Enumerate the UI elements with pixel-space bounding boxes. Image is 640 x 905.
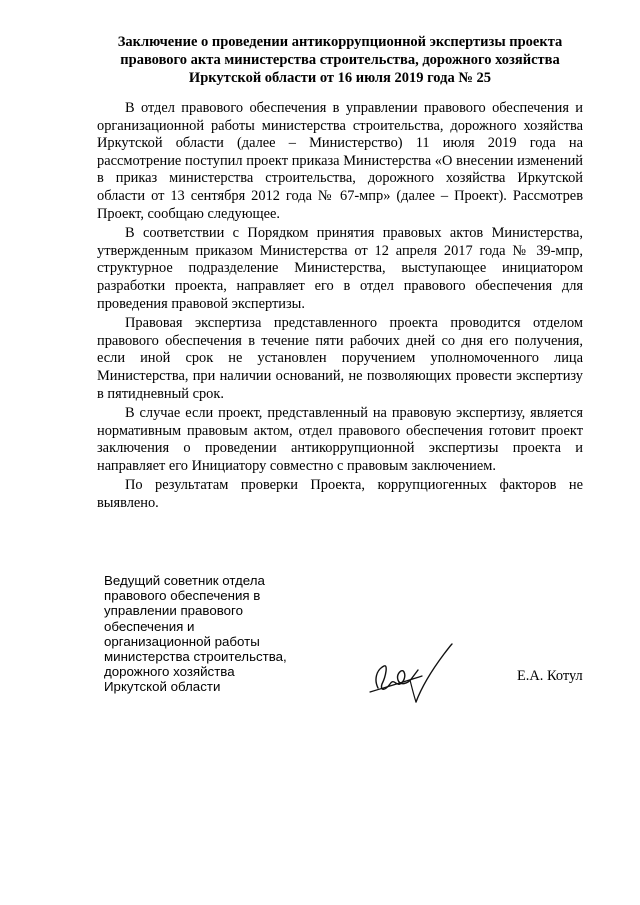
position-line: управлении правового xyxy=(104,603,244,619)
paragraph-5: По результатам проверки Проекта, коррупциогенных факторов не выявлено. xyxy=(97,477,583,512)
title-line-3: Иркутской области от 16 июля 2019 года № 25 xyxy=(188,70,492,86)
position-line: дорожного хозяйства xyxy=(104,664,235,680)
title-line-2: правового акта министерства строительства, дорожного хозяйства xyxy=(120,52,560,68)
position-line: Иркутской области xyxy=(104,679,221,695)
position-line: Ведущий советник отдела xyxy=(104,573,265,588)
document-title xyxy=(100,33,580,87)
title-line-1: Заключение о проведении антикоррупционной экспертизы проекта xyxy=(117,34,563,50)
signer-name: Е.А. Котул xyxy=(517,668,583,684)
paragraph-3: Правовая экспертиза представленного проекта проводится отделом правового обеспечения в течение пяти рабочих дней со дня его получения, если иной срок не установлен поручением уполномоченного лица Министерства, при наличии оснований, не позволяющих провести экспертизу в пятидневный срок. xyxy=(97,315,583,402)
document-body xyxy=(97,100,583,515)
position-line: организационной работы xyxy=(104,633,260,649)
position-line: обеспечения и xyxy=(104,618,195,634)
handwritten-signature xyxy=(360,640,470,715)
position-line: министерства строительства, xyxy=(104,649,287,665)
paragraph-4: В случае если проект, представленный на правовую экспертизу, является нормативным правовым актом, отдел правового обеспечения готовит проект заключения о проведении антикоррупционной экспертизы проекта и направляет его Инициатору совместно с правовым заключением. xyxy=(97,405,583,474)
position-line: правового обеспечения в xyxy=(104,588,261,604)
signatory-position xyxy=(104,573,324,695)
paragraph-2: В соответствии с Порядком принятия правовых актов Министерства, утвержденным приказом Министерства от 12 апреля 2017 года № 39-мпр, структурное подразделение Министерства, выступающее инициатором разработки проекта, направляет его в отдел правового обеспечения для проведения правовой экспертизы. xyxy=(97,225,583,312)
paragraph-1: В отдел правового обеспечения в управлении правового обеспечения и организационной работы министерства строительства, дорожного хозяйства Иркутской области (далее – Министерство) 11 июля 2019 года на рассмотрение поступил проект приказа Министерства «О внесении изменений в приказ министерства строительства, дорожного хозяйства Иркутской области от 13 сентября 2012 года № 67-мпр» (далее – Проект). Рассмотрев Проект, сообщаю следующее. xyxy=(97,100,583,222)
